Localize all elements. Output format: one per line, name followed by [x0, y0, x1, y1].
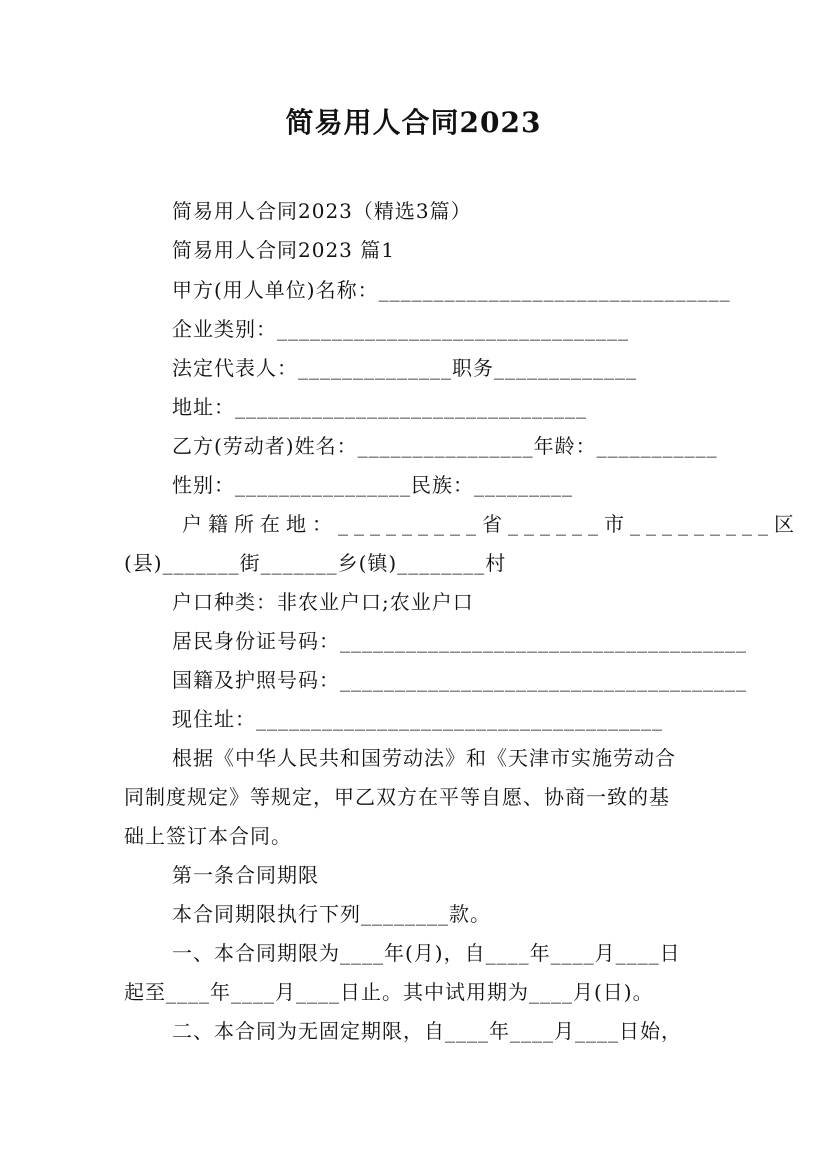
paragraph-line: 根据《中华人民共和国劳动法》和《天津市实施劳动合: [172, 746, 676, 770]
section-heading: 简易用人合同2023 篇1: [172, 238, 395, 262]
paragraph-line: 本合同期限执行下列________款。: [172, 902, 491, 926]
id-number-field: 居民身份证号码：_____________________________________: [172, 629, 747, 653]
paragraph-line: 一、本合同期限为____年(月)，自____年____月____日: [172, 941, 681, 965]
address-field: 地址：________________________________: [172, 395, 587, 419]
passport-field: 国籍及护照号码：_____________________________________: [172, 668, 747, 692]
current-address-field: 现住址：_____________________________________: [172, 707, 663, 731]
paragraph-line: 础上签订本合同。: [124, 824, 292, 848]
legal-representative-field: 法定代表人：______________职务_____________: [172, 356, 637, 380]
party-a-name-field: 甲方(用人单位)名称：________________________________: [172, 278, 731, 302]
party-b-name-age-field: 乙方(劳动者)姓名：________________年龄：___________: [172, 434, 718, 458]
paragraph-line: 二、本合同为无固定期限，自____年____月____日始，: [172, 1019, 682, 1043]
gender-ethnicity-field: 性别：________________民族：_________: [172, 473, 573, 497]
household-type-field: 户口种类：非农业户口;农业户口: [172, 590, 474, 614]
enterprise-type-field: 企业类别：________________________________: [172, 317, 629, 341]
paragraph-line: 起至____年____月____日止。其中试用期为____月(日)。: [124, 980, 654, 1004]
household-registration-continued: (县)_______街_______乡(镇)________村: [124, 551, 507, 575]
paragraph-line: 同制度规定》等规定，甲乙双方在平等自愿、协商一致的基: [124, 785, 670, 809]
document-title: 简易用人合同2023: [285, 106, 542, 139]
household-registration-field: 户籍所在地：_________省______市_________区: [182, 512, 800, 536]
subtitle-line: 简易用人合同2023（精选3篇）: [172, 199, 472, 223]
article-heading: 第一条合同期限: [172, 863, 319, 887]
